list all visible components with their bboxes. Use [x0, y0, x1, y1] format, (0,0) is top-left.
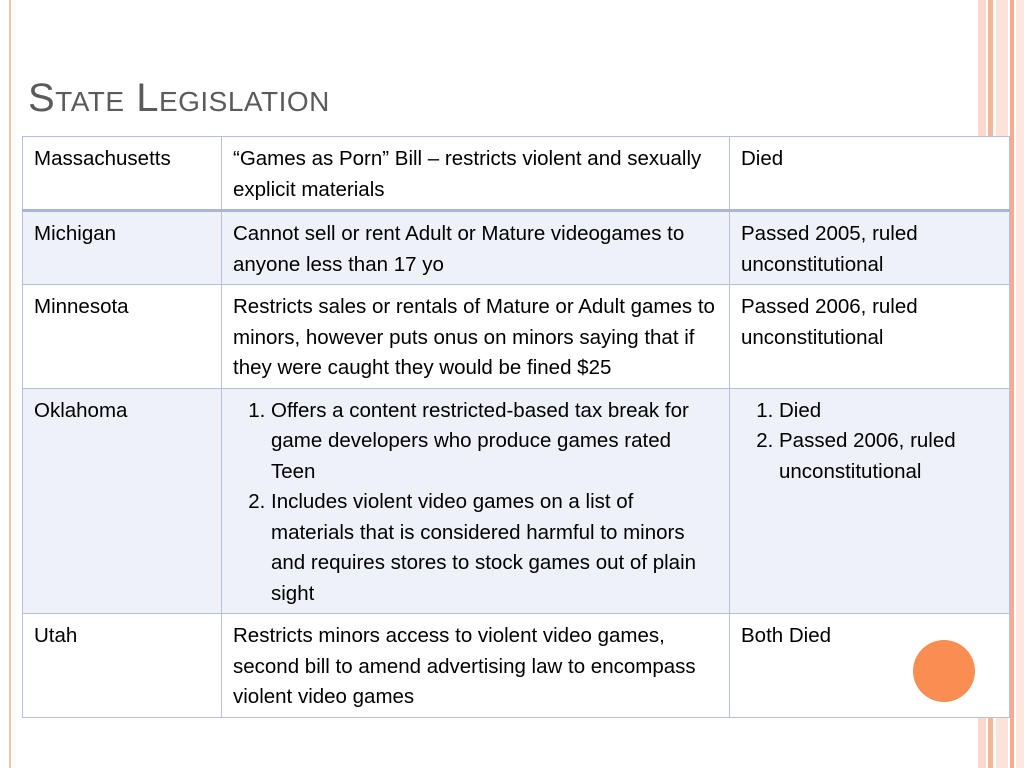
state-cell: Oklahoma [23, 388, 222, 614]
decorative-stripe [1010, 0, 1014, 768]
state-cell: Massachusetts [23, 137, 222, 211]
list-item: 2. Includes violent video games on a list of materials that is considered harmful to minors and requires stores to stock games out of plain sight [271, 487, 719, 609]
description-cell: Restricts sales or rentals of Mature or Adult games to minors, however puts onus on minors saying that if they were caught they would be fined $25 [222, 285, 730, 389]
table-row [23, 285, 1010, 389]
status-cell: Passed 2005, ruled unconstitutional [730, 211, 1010, 285]
table-row [23, 211, 1010, 285]
description-cell: Restricts minors access to violent video games, second bill to amend advertising law to encompass violent video games [222, 614, 730, 718]
description-cell [222, 388, 730, 614]
status-cell: Both Died [730, 614, 1010, 718]
table-row [23, 137, 1010, 211]
left-accent-line [9, 0, 11, 768]
description-list [233, 396, 719, 610]
description-cell: “Games as Porn” Bill – restricts violent and sexually explicit materials [222, 137, 730, 211]
decorative-circle [913, 640, 975, 702]
status-cell [730, 388, 1010, 614]
table-row [23, 614, 1010, 718]
list-item: 1. Died [779, 396, 999, 427]
status-list [741, 396, 999, 488]
table-row [23, 388, 1010, 614]
legislation-table [22, 136, 1010, 718]
status-cell: Passed 2006, ruled unconstitutional [730, 285, 1010, 389]
state-cell: Michigan [23, 211, 222, 285]
state-cell: Minnesota [23, 285, 222, 389]
description-cell: Cannot sell or rent Adult or Mature videogames to anyone less than 17 yo [222, 211, 730, 285]
state-cell: Utah [23, 614, 222, 718]
status-cell: Died [730, 137, 1010, 211]
list-item: 2. Passed 2006, ruled unconstitutional [779, 426, 999, 487]
decorative-stripe [1016, 0, 1024, 768]
list-item: 1. Offers a content restricted-based tax break for game developers who produce games rated Teen [271, 396, 719, 488]
slide-title: State Legislation [28, 76, 330, 120]
